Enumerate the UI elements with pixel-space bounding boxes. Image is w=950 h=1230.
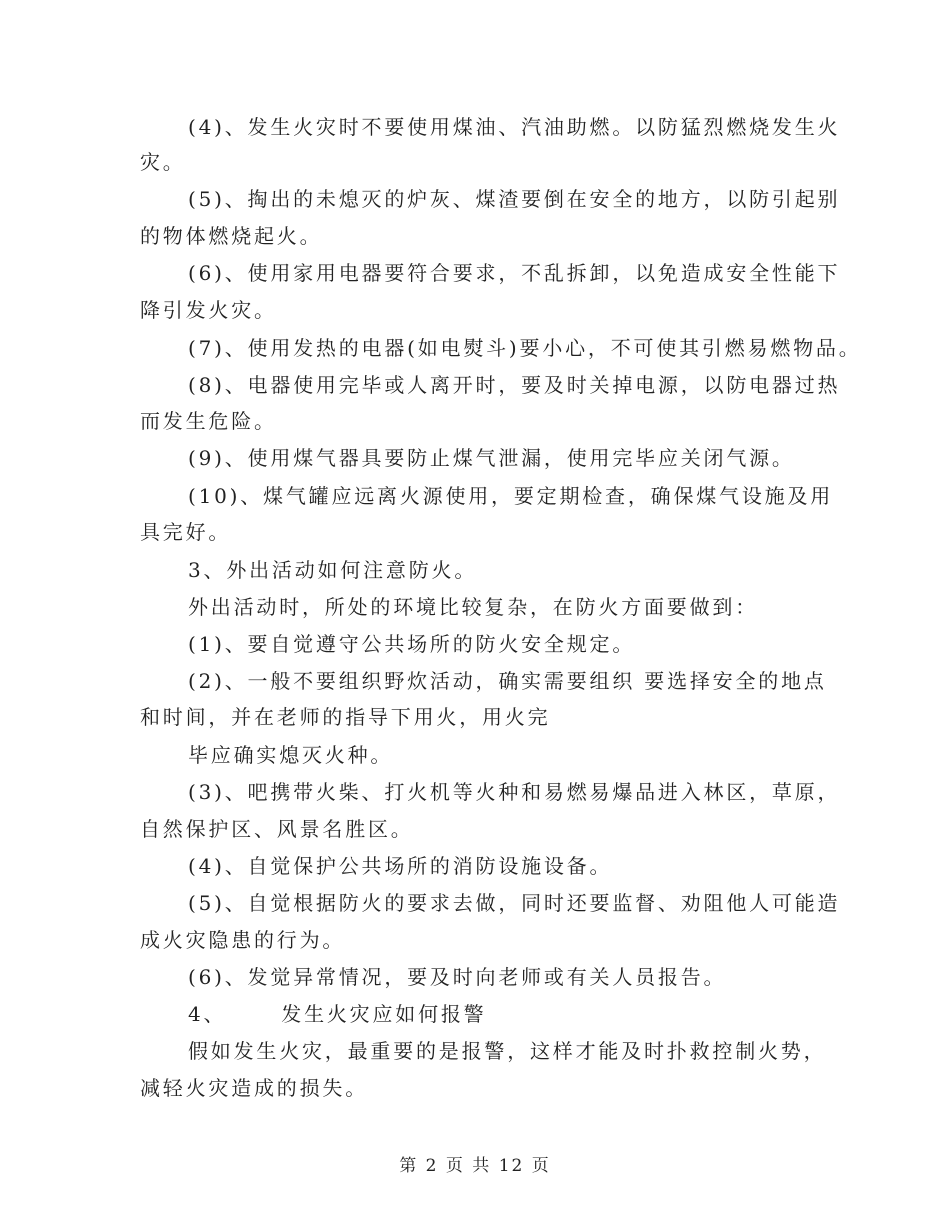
- page-number-footer: 第 2 页 共 12 页: [399, 1156, 551, 1176]
- paragraph-line: (6)、发觉异常情况，要及时向老师或有关人员报告。: [188, 965, 727, 989]
- paragraph-line: (2)、一般不要组织野炊活动，确实需要组织 要选择安全的地点: [188, 669, 827, 693]
- paragraph-line: 降引发火灾。: [140, 298, 277, 322]
- paragraph-line: 灾。: [140, 150, 186, 174]
- section-heading: 3、外出活动如何注意防火。: [188, 558, 478, 582]
- paragraph-line: 毕应确实熄灭火种。: [188, 743, 394, 767]
- paragraph-line: 自然保护区、风景名胜区。: [140, 817, 414, 841]
- paragraph-line: 和时间，并在老师的指导下用火，用火完: [140, 705, 551, 729]
- paragraph-line: 假如发生火灾，最重要的是报警，这样才能及时扑救控制火势，: [188, 1039, 827, 1063]
- paragraph-line: (7)、使用发热的电器(如电熨斗)要小心，不可使其引燃易燃物品。: [188, 336, 862, 360]
- paragraph-line: (4)、发生火灾时不要使用煤油、汽油助燃。以防猛烈燃烧发生火: [188, 115, 841, 139]
- paragraph-line: 成火灾隐患的行为。: [140, 928, 346, 952]
- paragraph-line: (10)、煤气罐应远离火源使用，要定期检查，确保煤气设施及用: [188, 484, 834, 508]
- paragraph-line: (1)、要自觉遵守公共场所的防火安全规定。: [188, 632, 636, 656]
- section-heading: 4、 发生火灾应如何报警: [188, 1002, 487, 1026]
- paragraph-line: (9)、使用煤气器具要防止煤气泄漏，使用完毕应关闭气源。: [188, 446, 795, 470]
- paragraph-line: 减轻火灾造成的损失。: [140, 1076, 368, 1100]
- paragraph-line: 外出活动时，所处的环境比较复杂，在防火方面要做到：: [188, 595, 758, 619]
- paragraph-line: 的物体燃烧起火。: [140, 224, 323, 248]
- paragraph-line: (4)、自觉保护公共场所的消防设施设备。: [188, 854, 613, 878]
- paragraph-line: (3)、吧携带火柴、打火机等火种和易燃易爆品进入林区，草原，: [188, 780, 841, 804]
- paragraph-line: (8)、电器使用完毕或人离开时，要及时关掉电源，以防电器过热: [188, 373, 841, 397]
- paragraph-line: (5)、自觉根据防火的要求去做，同时还要监督、劝阻他人可能造: [188, 891, 841, 915]
- paragraph-line: 具完好。: [140, 520, 232, 544]
- paragraph-line: (5)、掏出的未熄灭的炉灰、煤渣要倒在安全的地方，以防引起别: [188, 187, 841, 211]
- paragraph-line: 而发生危险。: [140, 409, 277, 433]
- paragraph-line: (6)、使用家用电器要符合要求，不乱拆卸，以免造成安全性能下: [188, 261, 841, 285]
